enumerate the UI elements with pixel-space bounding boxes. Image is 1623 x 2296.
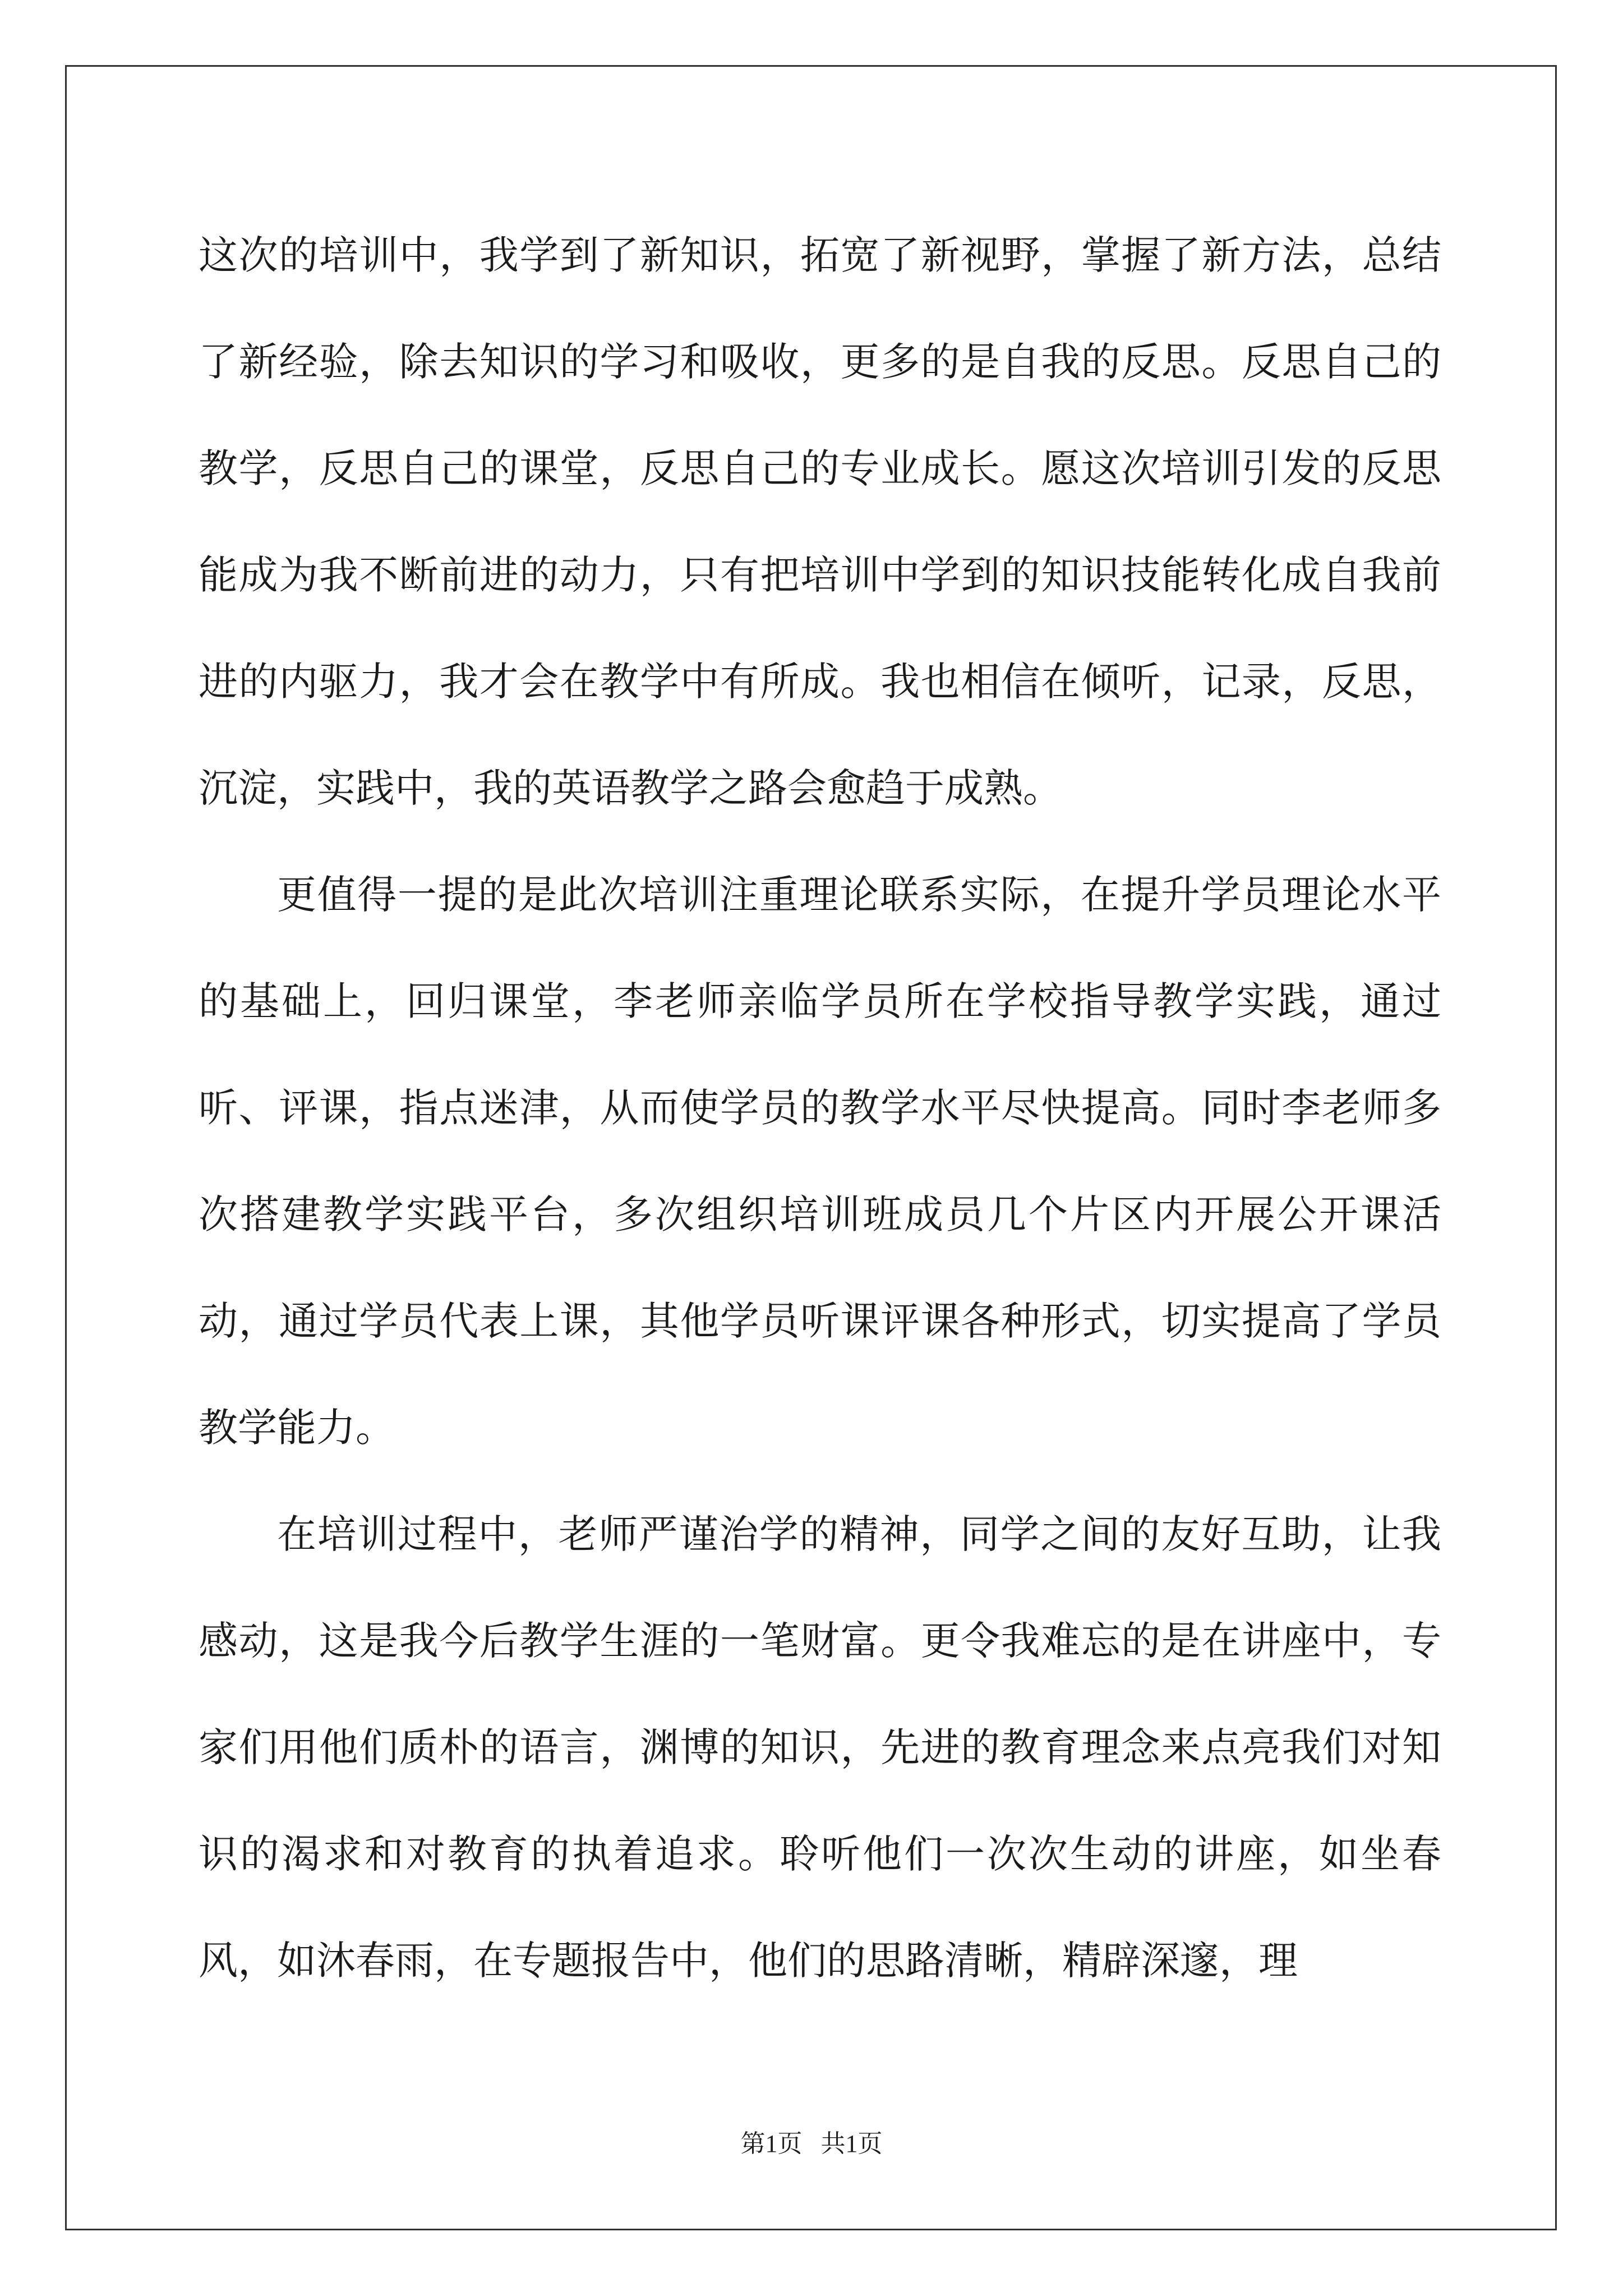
paragraph-1: 这次的培训中，我学到了新知识，拓宽了新视野，掌握了新方法，总结了新经验，除去知识的学习和吸收，更多的是自我的反思。反思自己的教学，反思自己的课堂，反思自己的专业成长。愿这次培训引发的反思能成为我不断前进的动力，只有把培训中学到的知识技能转化成自我前进的内驱力，我才会在教学中有所成。我也相信在倾听，记录，反思，沉淀，实践中，我的英语教学之路会愈趋于成熟。: [199, 232, 1441, 811]
paragraph-2: 更值得一提的是此次培训注重理论联系实际，在提升学员理论水平的基础上，回归课堂，李老师亲临学员所在学校指导教学实践，通过听、评课，指点迷津，从而使学员的教学水平尽快提高。同时李老师多次搭建教学实践平台，多次组织培训班成员几个片区内开展公开课活动，通过学员代表上课，其他学员听课评课各种形式，切实提高了学员教学能力。: [199, 872, 1441, 1451]
paragraph-3: 在培训过程中，老师严谨治学的精神，同学之间的友好互助，让我感动，这是我今后教学生涯的一笔财富。更令我难忘的是在讲座中，专家们用他们质朴的语言，渊博的知识，先进的教育理念来点亮我们对知识的渴求和对教育的执着追求。聆听他们一次次生动的讲座，如坐春风，如沐春雨，在专题报告中，他们的思路清晰，精辟深邃，理: [199, 1511, 1441, 1984]
document-body: [199, 202, 1441, 2014]
page-footer: 第1页 共1页: [740, 2130, 883, 2157]
